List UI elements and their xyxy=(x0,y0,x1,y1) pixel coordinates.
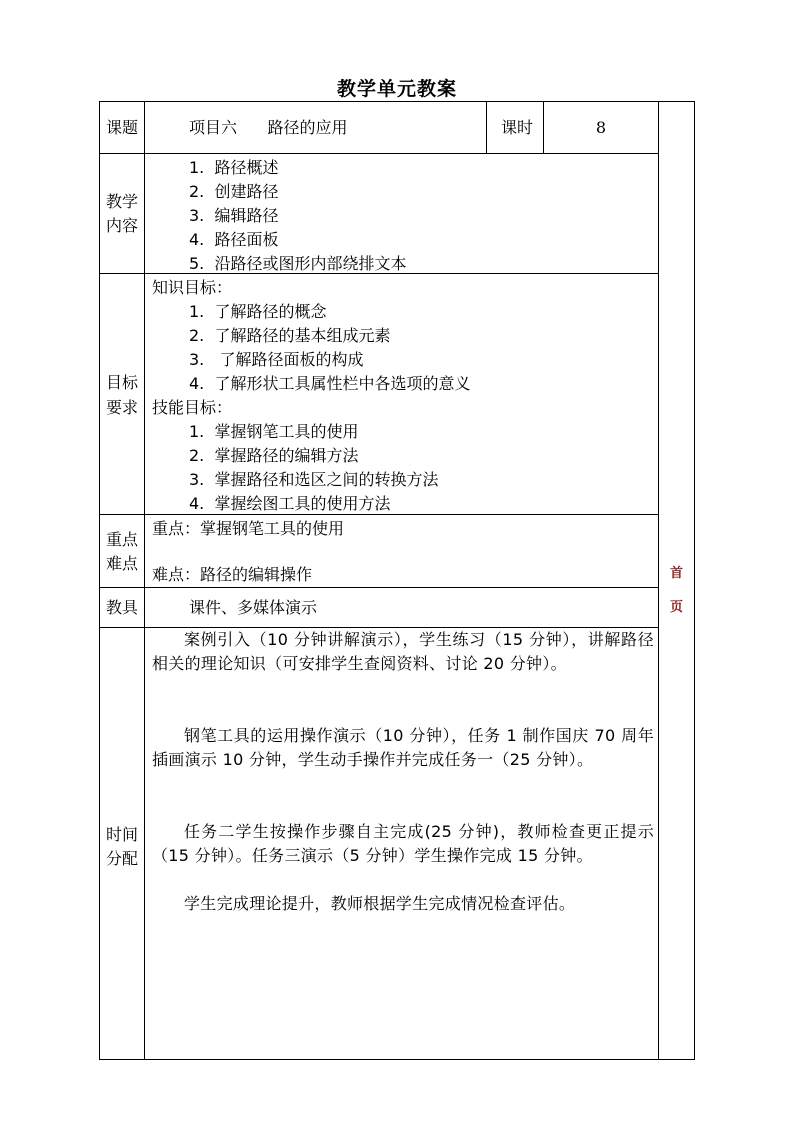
table-border-top xyxy=(99,101,695,102)
knowledge-item: 1. 了解路径的概念 xyxy=(189,302,327,321)
document-title: 教学单元教案 xyxy=(336,78,457,100)
content-label-line1: 教学 xyxy=(105,192,138,211)
knowledge-item: 4. 了解形状工具属性栏中各选项的意义 xyxy=(189,374,471,393)
content-label-line2: 内容 xyxy=(105,216,138,235)
focus-label-line1: 重点 xyxy=(105,530,138,549)
skill-heading: 技能目标： xyxy=(152,398,233,417)
tools-value: 课件、多媒体演示 xyxy=(189,598,318,617)
tools-label: 教具 xyxy=(105,598,138,617)
goals-label-line2: 要求 xyxy=(105,398,138,417)
row-divider xyxy=(99,587,659,588)
time-label-line2: 分配 xyxy=(105,849,138,868)
column-divider xyxy=(144,101,145,1060)
knowledge-item: 3. 了解路径面板的构成 xyxy=(189,350,364,369)
hours-value: 8 xyxy=(595,118,607,137)
hours-label: 课时 xyxy=(500,118,533,137)
content-item: 2. 创建路径 xyxy=(189,182,279,201)
knowledge-item: 2. 了解路径的基本组成元素 xyxy=(189,326,391,345)
skill-item: 3. 掌握路径和选区之间的转换方法 xyxy=(189,470,439,489)
side-note-char: 首 xyxy=(669,566,683,581)
difficult-point: 难点：路径的编辑操作 xyxy=(152,565,313,584)
time-paragraph: 案例引入（10 分钟讲解演示），学生练习（15 分钟），讲解路径相关的理论知识（可安排学生查阅资料、讨论 20 分钟）。 xyxy=(152,630,654,673)
content-item: 4. 路径面板 xyxy=(189,230,279,249)
row-divider xyxy=(99,153,659,154)
topic-label: 课题 xyxy=(105,118,138,137)
focus-label-line2: 难点 xyxy=(105,554,138,573)
topic-value: 项目六 路径的应用 xyxy=(189,118,348,137)
content-item: 3. 编辑路径 xyxy=(189,206,279,225)
time-paragraph: 任务二学生按操作步骤自主完成(25 分钟)，教师检查更正提示（15 分钟）。任务三演示（5 分钟）学生操作完成 15 分钟。 xyxy=(152,822,654,865)
time-label-line1: 时间 xyxy=(105,825,138,844)
goals-label-line1: 目标 xyxy=(105,373,138,392)
side-note-char: 页 xyxy=(669,600,683,615)
time-paragraph: 钢笔工具的运用操作演示（10 分钟），任务 1 制作国庆 70 周年插画演示 10 分钟，学生动手操作并完成任务一（25 分钟）。 xyxy=(152,726,654,769)
knowledge-heading: 知识目标： xyxy=(152,278,233,297)
skill-item: 1. 掌握钢笔工具的使用 xyxy=(189,422,359,441)
key-point: 重点：掌握钢笔工具的使用 xyxy=(152,519,345,538)
table-border-left xyxy=(99,101,100,1060)
skill-item: 4. 掌握绘图工具的使用方法 xyxy=(189,494,391,513)
table-border-bottom xyxy=(99,1059,695,1060)
content-item: 1. 路径概述 xyxy=(189,158,279,177)
time-paragraph: 学生完成理论提升，教师根据学生完成情况检查评估。 xyxy=(184,894,576,913)
table-border-right xyxy=(694,101,695,1060)
content-item: 5. 沿路径或图形内部绕排文本 xyxy=(189,254,407,273)
column-divider xyxy=(486,101,487,154)
skill-item: 2. 掌握路径的编辑方法 xyxy=(189,446,359,465)
